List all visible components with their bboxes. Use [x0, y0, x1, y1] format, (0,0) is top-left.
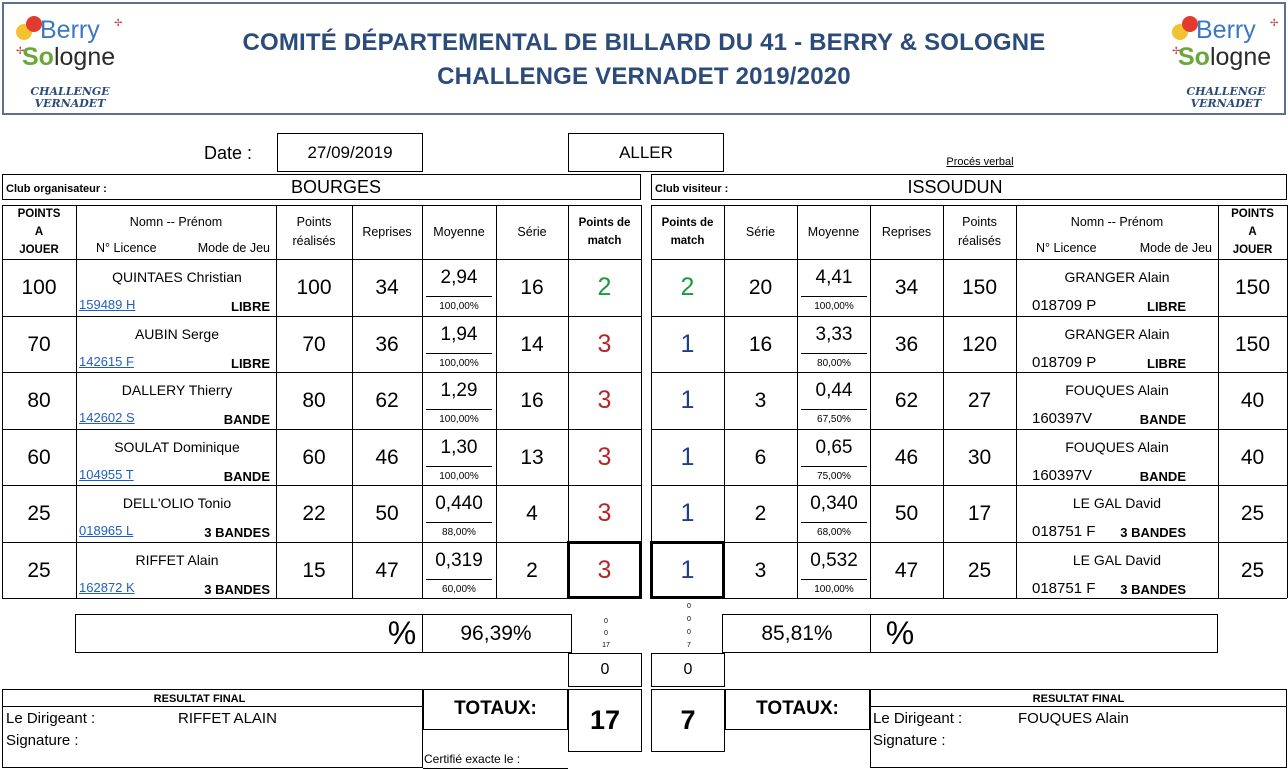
col-licence: N° Licence [96, 240, 157, 255]
home-points-realises: 22 [302, 501, 326, 525]
away-reprises: 50 [894, 501, 919, 525]
fleur-de-lis-icon: ✢ [1270, 18, 1279, 29]
away-col-points-match: Points de match [661, 217, 714, 247]
header-banner [2, 2, 1286, 115]
away-points-a-jouer: 40 [1240, 388, 1265, 412]
final-match-points-home-box [567, 541, 642, 599]
logo-challenge-vernadet: CHALLENGE VERNADET [1186, 85, 1266, 110]
home-mode: LIBRE [231, 355, 270, 371]
away-player-name: GRANGER Alain [1064, 269, 1170, 285]
away-points-match: 2 [680, 273, 695, 301]
away-col-mode: Mode de Jeu [1139, 240, 1212, 255]
away-points-realises: 120 [961, 332, 998, 356]
home-points-match: 3 [597, 386, 612, 414]
logo-sologne: Sologne [1178, 43, 1272, 71]
home-points-realises: 70 [302, 332, 326, 356]
home-points-a-jouer: 100 [21, 275, 57, 299]
away-signature-label: Signature : [873, 731, 946, 749]
col-nom-prenom: Nomn -- Prénom [129, 214, 223, 229]
col-reprises: Reprises [362, 224, 412, 239]
away-licence: 160397V [1032, 409, 1093, 427]
home-reprises: 62 [375, 388, 399, 412]
away-pourcentage: 67,50% [817, 413, 851, 425]
away-points-realises: 27 [967, 388, 992, 412]
home-pourcentage: 100,00% [439, 357, 479, 369]
totaux-home-label: TOTAUX: [454, 698, 537, 719]
col-points-match: Points de match [578, 217, 631, 247]
away-pourcentage: 100,00% [814, 300, 854, 312]
away-mode: BANDE [1139, 411, 1186, 427]
home-player-name: DALLERY Thierry [121, 382, 233, 398]
home-mode: BANDE [223, 468, 270, 484]
home-total: 17 [568, 689, 642, 752]
away-player-name: GRANGER Alain [1064, 326, 1170, 342]
home-points-a-jouer: 60 [27, 445, 51, 469]
col-points-a-jouer: POINTS A JOUER [17, 208, 61, 256]
home-serie: 13 [520, 445, 544, 469]
home-reprises: 50 [375, 501, 399, 525]
home-licence-link[interactable]: 104955 T [79, 466, 134, 482]
away-player-name: LE GAL David [1072, 552, 1162, 568]
home-licence-link[interactable]: 159489 H [79, 296, 136, 312]
away-points-a-jouer: 150 [1234, 332, 1271, 356]
home-mode: 3 BANDES [204, 581, 270, 597]
home-points-realises: 15 [302, 558, 326, 582]
home-points-realises: 80 [302, 388, 326, 412]
home-pourcentage: 88,00% [442, 526, 476, 538]
away-serie: 3 [754, 388, 767, 412]
away-points-match: 1 [680, 499, 695, 527]
away-points-match: 1 [680, 330, 695, 358]
home-points-match: 3 [597, 556, 612, 584]
home-serie: 4 [526, 501, 538, 525]
home-serie: 16 [520, 388, 544, 412]
away-serie: 2 [754, 501, 767, 525]
home-player-name: DELL'OLIO Tonio [122, 495, 232, 511]
fleur-de-lis-icon: ✢ [1172, 46, 1181, 57]
away-pourcentage: 68,00% [817, 526, 851, 538]
away-player-name: FOUQUES Alain [1065, 382, 1169, 398]
final-match-points-away-box [650, 541, 725, 599]
home-points-a-jouer: 25 [27, 558, 51, 582]
home-player-name: RIFFET Alain [135, 552, 219, 568]
home-licence-link[interactable]: 142602 S [79, 409, 135, 425]
home-signature-label: Signature : [6, 731, 79, 749]
home-resultat-label: RESULTAT FINAL [153, 693, 246, 705]
home-points-a-jouer: 25 [27, 501, 51, 525]
home-pourcentage: 60,00% [442, 583, 476, 595]
away-licence: 018709 P [1032, 296, 1097, 314]
home-player-name: QUINTAES Christian [112, 269, 242, 285]
away-serie: 6 [754, 445, 767, 469]
home-licence-link[interactable]: 162872 K [79, 579, 135, 595]
away-reprises: 62 [894, 388, 919, 412]
away-col-points-realises: Points réalisés [957, 215, 1002, 248]
home-percent-value: 96,39% [460, 621, 532, 645]
logo-berry: Berry [40, 16, 100, 44]
home-reprises: 36 [375, 332, 399, 356]
home-moyenne: 1,29 [440, 380, 478, 401]
home-points-match: 3 [597, 330, 612, 358]
home-player-name: AUBIN Serge [134, 326, 220, 342]
date-field[interactable]: 27/09/2019 [277, 133, 423, 172]
away-pourcentage: 80,00% [817, 357, 851, 369]
away-mode: BANDE [1139, 468, 1186, 484]
away-reprises: 47 [894, 558, 919, 582]
away-dirigeant-name: FOUQUES Alain [1018, 709, 1129, 727]
away-moyenne: 0,340 [810, 493, 858, 514]
away-points-realises: 150 [961, 275, 998, 299]
away-serie: 20 [748, 275, 773, 299]
proces-verbal-link[interactable]: Procés verbal [946, 156, 1014, 168]
home-reprises: 34 [375, 275, 399, 299]
totaux-away-label: TOTAUX: [756, 698, 839, 719]
col-mode: Mode de Jeu [197, 240, 270, 255]
col-moyenne: Moyenne [433, 224, 485, 239]
col-points-realises: Points réalisés [292, 215, 336, 248]
logo-challenge-vernadet: CHALLENGE VERNADET [30, 85, 110, 110]
away-col-nom-prenom: Nomn -- Prénom [1070, 214, 1164, 229]
away-player-name: FOUQUES Alain [1065, 439, 1169, 455]
date-label: Date : [203, 142, 253, 163]
home-licence-link[interactable]: 142615 F [79, 353, 134, 369]
home-points-realises: 60 [302, 445, 326, 469]
home-points-a-jouer: 70 [27, 332, 51, 356]
home-pourcentage: 100,00% [439, 470, 479, 482]
away-moyenne: 4,41 [815, 267, 853, 288]
away-points-a-jouer: 25 [1240, 558, 1265, 582]
away-col-licence: N° Licence [1036, 240, 1097, 255]
away-col-serie: Série [745, 224, 776, 239]
away-mode: 3 BANDES [1120, 524, 1186, 540]
away-player-name: LE GAL David [1072, 495, 1162, 511]
away-col-reprises: Reprises [881, 224, 932, 239]
home-reprises: 46 [375, 445, 399, 469]
logo-berry: Berry [1196, 16, 1256, 44]
home-serie: 16 [520, 275, 544, 299]
away-total: 7 [651, 689, 725, 752]
away-mode: 3 BANDES [1120, 581, 1186, 597]
away-points-a-jouer: 150 [1234, 275, 1271, 299]
page-title: COMITÉ DÉPARTEMENTAL DE BILLARD DU 41 - BERRY & SOLOGNE CHALLENGE VERNADET 2019/2020 [242, 29, 1046, 90]
home-points-match: 3 [597, 443, 612, 471]
home-reprises: 47 [375, 558, 399, 582]
home-zero-cell: 0 [568, 653, 642, 687]
col-serie: Série [517, 224, 547, 239]
away-serie: 16 [748, 332, 773, 356]
leg-field[interactable]: ALLER [568, 133, 724, 172]
away-percent-value: 85,81% [761, 621, 833, 645]
home-moyenne: 1,94 [440, 324, 478, 345]
away-points-realises: 17 [967, 501, 992, 525]
away-club-label: Club visiteur : [655, 183, 729, 195]
away-points-match: 1 [680, 386, 695, 414]
home-moyenne: 1,30 [440, 437, 478, 458]
home-player-name: SOULAT Dominique [114, 439, 240, 455]
away-mode: LIBRE [1147, 355, 1186, 371]
home-club-label: Club organisateur : [6, 183, 107, 195]
home-points-a-jouer: 80 [27, 388, 51, 412]
away-moyenne: 3,33 [815, 324, 853, 345]
home-points-match: 2 [597, 273, 612, 301]
home-mini-values: 0 0 17 [602, 618, 610, 649]
certifie-label: Certifié exacte le : [424, 752, 521, 766]
away-pourcentage: 75,00% [817, 470, 851, 482]
home-mode: BANDE [223, 411, 270, 427]
away-moyenne: 0,65 [815, 437, 853, 458]
home-percent-symbol: % [387, 615, 417, 651]
away-points-match: 1 [680, 443, 695, 471]
home-moyenne: 0,319 [435, 550, 483, 571]
away-reprises: 34 [894, 275, 919, 299]
away-reprises: 46 [894, 445, 919, 469]
home-moyenne: 2,94 [440, 267, 478, 288]
away-points-a-jouer: 25 [1240, 501, 1265, 525]
away-col-moyenne: Moyenne [807, 224, 860, 239]
home-moyenne: 0,440 [435, 493, 483, 514]
logo-sologne: Sologne [22, 43, 116, 71]
away-reprises: 36 [894, 332, 919, 356]
home-dirigeant-name: RIFFET ALAIN [178, 709, 277, 727]
home-points-realises: 100 [296, 275, 332, 299]
away-moyenne: 0,44 [815, 380, 853, 401]
home-serie: 14 [520, 332, 544, 356]
home-mode: 3 BANDES [204, 524, 270, 540]
home-pourcentage: 100,00% [439, 413, 479, 425]
away-points-a-jouer: 40 [1240, 445, 1265, 469]
home-dirigeant-label: Le Dirigeant : [6, 709, 96, 727]
berry-sologne-logo-right [1170, 14, 1282, 114]
home-mode: LIBRE [231, 298, 270, 314]
fleur-de-lis-icon: ✢ [114, 18, 123, 29]
away-licence: 018751 F [1032, 522, 1096, 540]
away-zero-cell: 0 [651, 653, 725, 687]
away-points-realises: 25 [967, 558, 992, 582]
away-mode: LIBRE [1147, 298, 1186, 314]
away-percent-symbol: % [885, 615, 915, 651]
away-club-name: ISSOUDUN [907, 176, 1003, 197]
away-serie: 3 [754, 558, 767, 582]
home-points-match: 3 [597, 499, 612, 527]
away-mini-values: 0 0 0 7 [687, 603, 691, 649]
away-licence: 160397V [1032, 466, 1093, 484]
away-resultat-label: RESULTAT FINAL [1032, 693, 1125, 705]
away-pourcentage: 100,00% [814, 583, 854, 595]
away-points-realises: 30 [967, 445, 992, 469]
home-pourcentage: 100,00% [439, 300, 479, 312]
away-dirigeant-label: Le Dirigeant : [873, 709, 963, 727]
home-club-name: BOURGES [290, 176, 382, 197]
away-points-match: 1 [680, 556, 695, 584]
away-col-points-a-jouer: POINTS A JOUER [1231, 208, 1274, 256]
home-serie: 2 [526, 558, 538, 582]
away-moyenne: 0,532 [810, 550, 858, 571]
home-licence-link[interactable]: 018965 L [79, 522, 134, 538]
fleur-de-lis-icon: ✢ [16, 46, 25, 57]
away-licence: 018709 P [1032, 353, 1097, 371]
away-licence: 018751 F [1032, 579, 1096, 597]
